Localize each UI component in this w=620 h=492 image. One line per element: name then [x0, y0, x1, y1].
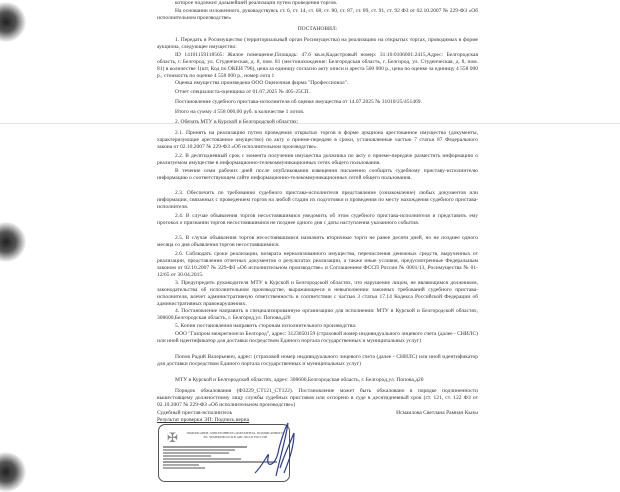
item-2-2b: В течение семи рабочих дней после опубликования извещения письменно сообщить судебному приставу-исполнителю информацию о соответствующем сайте информационно-телекоммуникационных сетей общего пользования.: [157, 168, 478, 181]
item-4: 4. Постановление направить в специализированную организацию для исполнения: МТУ в Курской и Белгородской областях, 308600,Белгородская область, г. Белгород,ул. Попова,д20: [157, 308, 478, 321]
party-1: ООО "Газпром межрегионгаз Белгород", адрес: 3123050159 (страховой номер индивидуального лицевого счета (далее - СНИЛС) или иной идентификатор для доставки посредством Единого портала государственных и муниципальных услуг): [157, 331, 479, 344]
resolution: Постановление судебного пристава-исполнителя об оценке имущества от 14.07.2025 № 31010/25/451469.: [175, 99, 422, 105]
bailiff-title: Судебный пристав-исполнитель: [157, 410, 233, 416]
party-3: МТУ в Курской и Белгородской областях, адрес: 308600,Белгородская область, г. Белгород,ул. Попова,д20: [175, 377, 424, 383]
item-2-3: 2.3. Обеспечить по требованию судебного пристава-исполнителя представление (ознакомление) любых документов или информации, связанных с проведением торгов на любой стадии их подготовки и проведения по месту нахождения судебного пристава-исполнителя.: [157, 190, 478, 210]
stamp-header: ПОДПИСАНИЕ ЭЛЕКТРОННОГО ДОКУМЕНТА, ПОДПИСАННОГО ЭП, ХРАНЯЩЕГОСЯ В АИС ФССП РОССИИ: [186, 431, 284, 439]
coat-of-arms-icon: ✠: [167, 430, 178, 445]
signature-check-result: Результат проверки ЭП: Подпись верна: [157, 417, 250, 423]
item-1: 1. Передать в Росимущество (территориальный орган Росимущества) на реализацию на открытых торгах, проводимых в форме аукциона, следующее имущество:: [157, 37, 478, 50]
handwritten-signature: [250, 418, 310, 480]
item-2-5: 2.5. В случае объявления торгов несостоявшимися назначить вторичные торги не ранее десяти дней, но не позднее одного месяца со дня объявления торгов несостоявшимися.: [157, 235, 478, 248]
scan-hole-mark: [0, 452, 26, 492]
item-3: 3. Предупредить руководителя МТУ в Курской и Белгородской областях, что нарушение лицом, не являющимся должником, законодательства об исполнительном производстве, выражающееся в невыполнении законных требований судебного пристава-исполнителя, влечет административную ответственность в соответствии с частью 3 статьи 17.14 Кодекса Российской Федерации об административных правонарушениях.: [157, 280, 478, 307]
item-2-6: 2.6. Соблюдать сроки реализации, возврата нереализованного имущества, перечисления денежных средств, вырученных от реализации, представления отчетных документов о результатах реализации, а также иные условия, предусмотренные Федеральным законом от 02.10.2007 № 229-ФЗ «Об исполнительном производстве» и Соглашением ФССП России № 0001/13, Росимущества № 01-12/65 от 30.04.2015.: [157, 251, 478, 278]
valuation: Оценка имущества произведена ООО Оценочная фирма "Профессионал".: [175, 80, 349, 86]
item-5: 5. Копии постановления направить сторонам исполнительного производства:: [175, 323, 357, 329]
property-description: ID 14101159118565: Жилое помещение,Площадь: 47.6 кв.м,Кадастровый номер: 31:16:0106001:2415,Адрес: Белгородская область, г. Белгород, ул. Студенческая, д. 8, пом. 81 (местонахождение: Белгородская область, г. Белгород, ул. Студенческая, д. 8, пом. 81) в количестве 1(шт, Код по ОКЕИ 796), цена за единицу согласно акту описи и ареста 500 000 р., цена по оценке за единицу 4 558 000 р., стоимость по оценке 4 558 000 р., номер лота 1: [157, 52, 478, 79]
appeal-procedure: Порядок обжалования (ФЗ229_СТ121_СТ122). Постановление может быть обжаловано в порядке подчиненности вышестоящему должностному лицу службы судебных приставов или оспорено в суде в десятидневный срок (ст. 121, ст. 122 ФЗ от 02.10.2007 № 229-ФЗ «Об исполнительном производстве»): [157, 388, 478, 408]
scan-hole-mark: [0, 222, 26, 262]
paragraph: которое подлежит дальнейшей реализации путем проведения торгов.: [175, 0, 338, 6]
paragraph: На основании изложенного, руководствуясь ст. 6, ст. 14, ст. 68, ст. 80, ст. 87, ст. 89, ст. 91, ст. 92 ФЗ от 02.10.2007 № 229-ФЗ «Об исполнительном производстве»: [157, 8, 478, 21]
item-2: 2. Обязать МТУ в Курской и Белгородской областях:: [175, 119, 299, 125]
heading: ПОСТАНОВИЛ:: [297, 26, 338, 32]
item-2-4: 2.4. В случае объявления торгов несостоявшимися уведомить об этом судебного пристава-исполнителя и представить ему протокол о признании торгов несостоявшимися не позднее одного дня с даты наступления указанного события.: [157, 213, 478, 226]
total: Итого на сумму 4 558 000,00 руб. в количестве 1 лотов.: [175, 109, 305, 115]
item-2-2: 2.2. В десятидневный срок с момента получения имущества должника по акту о приеме-передаче разместить информацию о реализуемом имуществе в информационно-телекоммуникационных сетях общего пользования.: [157, 153, 478, 166]
bailiff-name: Исмаилова Светлана Рамиан Кызы: [396, 410, 478, 416]
scan-hole-mark: [0, 2, 26, 42]
signature-line: [157, 410, 478, 417]
report: Отчет специалиста-оценщика от 01.07.2025 № 405-25СП.: [175, 89, 310, 95]
party-2: Попов Радий Валерьевич, адрес: (страховой номер индивидуального лицевого счета (далее - СНИЛС) или иной идентификатор для доставки посредством Единого портала государственных и муниципальных услуг): [157, 354, 478, 367]
item-2-1: 2.1. Принять на реализацию путем проведения открытых торгов в форме аукциона арестованное имущество (документы, характеризующие арестованное имущество) по акту о приеме-передаче в сроки, установленные частью 7 статьи 87 Федерального закона от 02.10.2007 № 229-ФЗ «Об исполнительном производстве».: [157, 130, 478, 150]
